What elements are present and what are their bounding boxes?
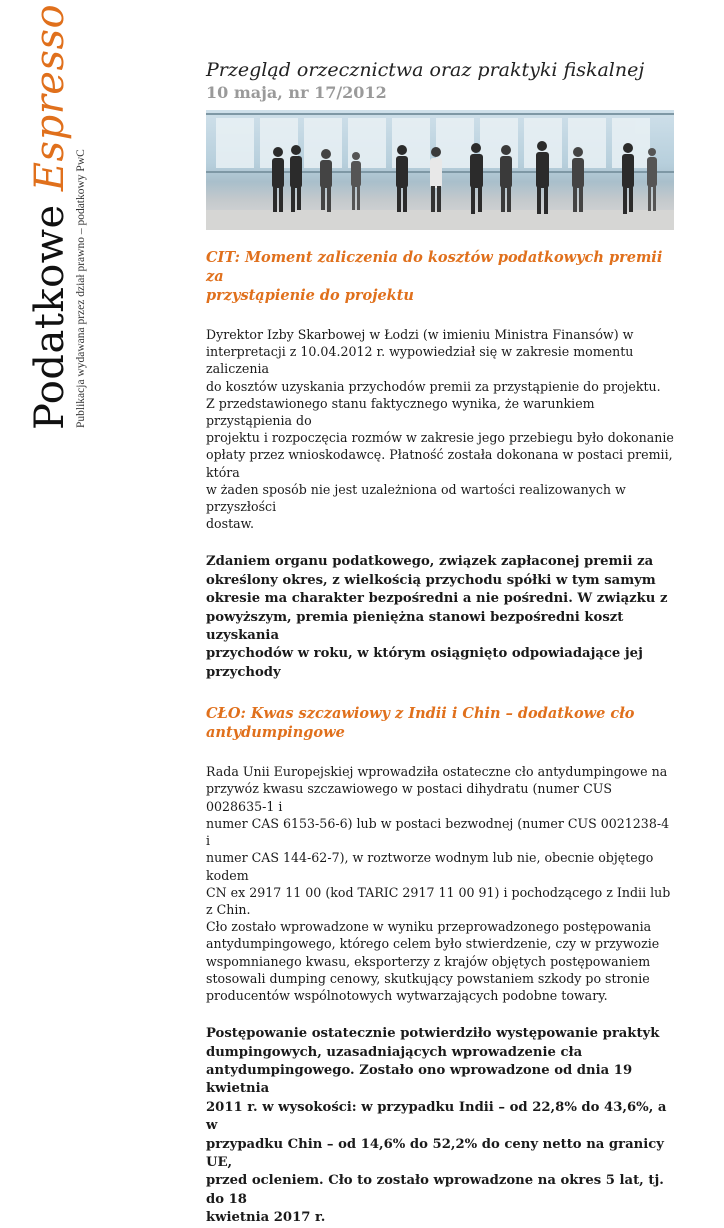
brand-title-accent: Espresso	[27, 3, 73, 192]
section-clo-conclusion	[206, 1025, 676, 1227]
text-line: wspomnianego kwasu, eksporterzy z krajów objętych postępowaniem	[206, 953, 651, 969]
brand-title-first: Podatkowe	[27, 204, 73, 430]
main-content	[206, 58, 676, 1228]
brand-title	[27, 3, 73, 430]
text-line: przypadku Chin – od 14,6% do 52,2% do ceny netto na granicy UE,	[206, 1136, 664, 1170]
publication-title: Przegląd orzecznictwa oraz praktyki fiskalnej	[206, 59, 645, 81]
text-line: Cło zostało wprowadzone w wyniku przeprowadzonego postępowania	[206, 919, 652, 935]
text-line: w żaden sposób nie jest uzależniona od wartości realizowanych w przyszłości	[206, 481, 626, 515]
text-line: określony okres, z wielkością przychodu spółki w tym samym	[206, 572, 656, 588]
text-line: dumpingowych, uzasadniających wprowadzenie cła	[206, 1044, 583, 1060]
text-line: Zdaniem organu podatkowego, związek zapłaconej premii za	[206, 554, 654, 570]
section-clo-body	[206, 763, 676, 1004]
header-photo	[206, 110, 674, 230]
section-clo-title	[206, 704, 676, 742]
text-line: numer CAS 6153-56-6) lub w postaci bezwodnej (numer CUS 0021238-4 i	[206, 815, 670, 849]
text-line: do kosztów uzyskania przychodów premii za przystąpienie do projektu.	[206, 378, 661, 394]
text-line: stosowali dumping cenowy, skutkujący powstaniem szkody po stronie	[206, 970, 650, 986]
text-line: Rada Unii Europejskiej wprowadziła ostateczne cło antydumpingowe na	[206, 764, 668, 780]
text-line: opłaty przez wnioskodawcę. Płatność została dokonana w postaci premii, która	[206, 447, 673, 480]
sidebar-branding	[27, 3, 108, 430]
section-cit-title-line-2: przystąpienie do projektu	[206, 287, 414, 304]
section-clo-title-line-1: CŁO: Kwas szczawiowy z Indii i Chin – dodatkowe cło	[206, 705, 635, 723]
people-walking-illustration	[206, 110, 674, 230]
section-cit-title-line-1: CIT: Moment zaliczenia do kosztów podatkowych premii za	[206, 249, 663, 285]
section-cit-conclusion	[206, 553, 676, 682]
section-cit-title	[206, 248, 676, 305]
text-line: Postępowanie ostatecznie potwierdziło występowanie praktyk	[206, 1026, 660, 1042]
text-line: 2011 r. w wysokości: w przypadku Indii – od 22,8% do 43,6%, a w	[206, 1099, 667, 1134]
text-line: przychody	[206, 664, 281, 680]
text-line: dostaw.	[206, 516, 254, 532]
text-line: powyższym, premia pieniężna stanowi bezpośredni koszt uzyskania	[206, 609, 624, 644]
text-line: Z przedstawionego stanu faktycznego wynika, że warunkiem przystąpienia do	[206, 395, 595, 429]
section-cit-body	[206, 326, 676, 532]
text-line: antydumpingowego, którego celem było stwierdzenie, czy w przywozie	[206, 936, 660, 952]
text-line: projektu i rozpoczęcia rozmów w zakresie jego przebiegu było dokonanie	[206, 430, 674, 446]
brand-vertical	[27, 3, 108, 430]
text-line: przed ocleniem. Cło to zostało wprowadzone na okres 5 lat, tj. do 18	[206, 1173, 664, 1207]
text-line: CN ex 2917 11 00 (kod TARIC 2917 11 00 91) i pochodzącego z Indii lub z Chin.	[206, 884, 671, 917]
text-line: producentów wspólnotowych wytwarzających podobne towary.	[206, 987, 608, 1003]
text-line: interpretacji z 10.04.2012 r. wypowiedział się w zakresie momentu zaliczenia	[206, 344, 634, 377]
text-line: przychodów w roku, w którym osiągnięto odpowiadające jej	[206, 646, 643, 662]
section-cit	[206, 248, 676, 682]
text-line: antydumpingowego. Zostało ono wprowadzone od dnia 19 kwietnia	[206, 1062, 633, 1097]
text-line: przywóz kwasu szczawiowego w postaci dihydratu (numer CUS 0028635-1 i	[206, 781, 612, 814]
brand-subtitle: Publikacja wydawana przez dział prawno – podatkowy PwC	[75, 149, 87, 428]
section-clo	[206, 704, 676, 1227]
text-line: kwietnia 2017 r.	[206, 1210, 326, 1226]
text-line: okresie ma charakter bezpośredni a nie pośredni. W związku z	[206, 591, 668, 607]
section-clo-title-line-2: antydumpingowe	[206, 724, 345, 742]
issue-date: 10 maja, nr 17/2012	[206, 83, 387, 102]
text-line: numer CAS 144-62-7), w roztworze wodnym lub nie, obecnie objętego kodem	[206, 850, 654, 883]
text-line: Dyrektor Izby Skarbowej w Łodzi (w imieniu Ministra Finansów) w	[206, 327, 634, 342]
